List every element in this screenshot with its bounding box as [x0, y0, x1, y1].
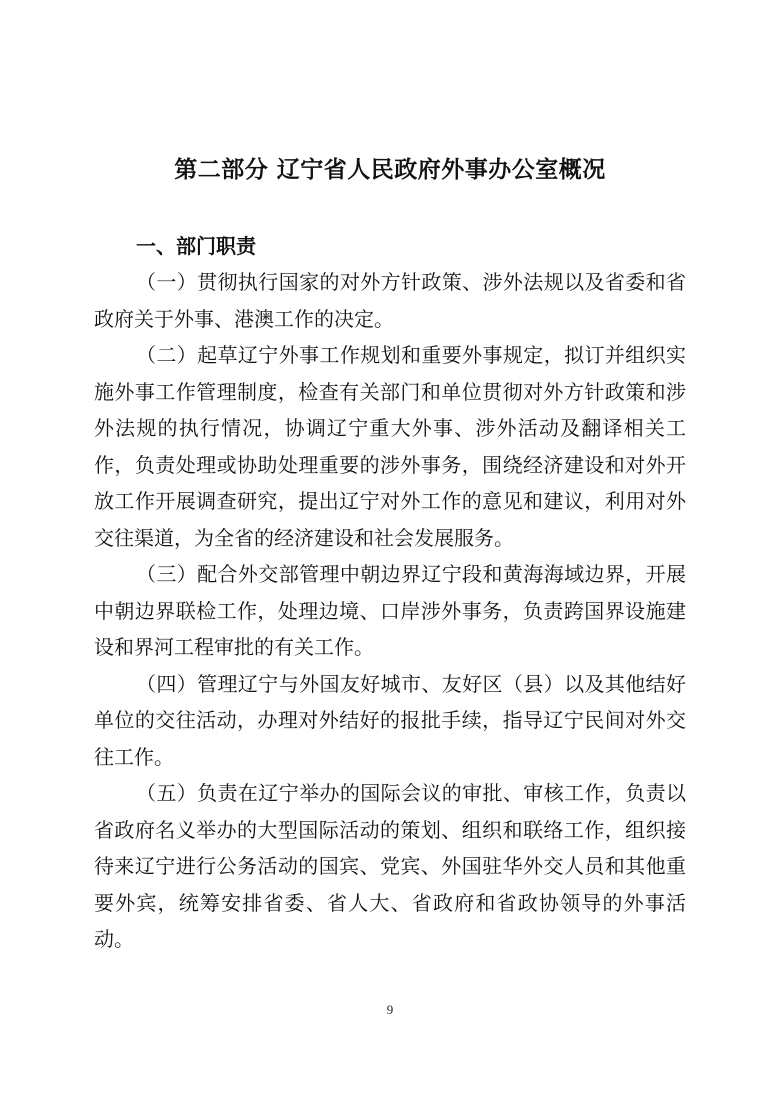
- paragraph-5: （五）负责在辽宁举办的国际会议的审批、审核工作，负责以省政府名义举办的大型国际活动的策划、组织和联络工作，组织接待来辽宁进行公务活动的国宾、党宾、外国驻华外交人员和其他重要外宾，统筹安排省委、省人大、省政府和省政协领导的外事活动。: [94, 781, 686, 951]
- paragraph-1: （一）贯彻执行国家的对外方针政策、涉外法规以及省委和省政府关于外事、港澳工作的决定。: [94, 270, 686, 331]
- paragraph-2: （二）起草辽宁外事工作规划和重要外事规定，拟订并组织实施外事工作管理制度，检查有关部门和单位贯彻对外方针政策和涉外法规的执行情况，协调辽宁重大外事、涉外活动及翻译相关工作，负责处理或协助处理重要的涉外事务，围绕经济建设和对外开放工作开展调查研究，提出辽宁对外工作的意见和建议，利用对外交往渠道，为全省的经济建设和社会发展服务。: [94, 343, 686, 550]
- section-heading: 一、部门职责: [136, 234, 256, 258]
- page-number: 9: [386, 1002, 394, 1017]
- page-title: 第二部分 辽宁省人民政府外事办公室概况: [174, 157, 606, 183]
- paragraph-3: （三）配合外交部管理中朝边界辽宁段和黄海海域边界，开展中朝边界联检工作，处理边境、口岸涉外事务，负责跨国界设施建设和界河工程审批的有关工作。: [94, 562, 686, 659]
- paragraph-4: （四）管理辽宁与外国友好城市、友好区（县）以及其他结好单位的交往活动，办理对外结好的报批手续，指导辽宁民间对外交往工作。: [94, 671, 686, 769]
